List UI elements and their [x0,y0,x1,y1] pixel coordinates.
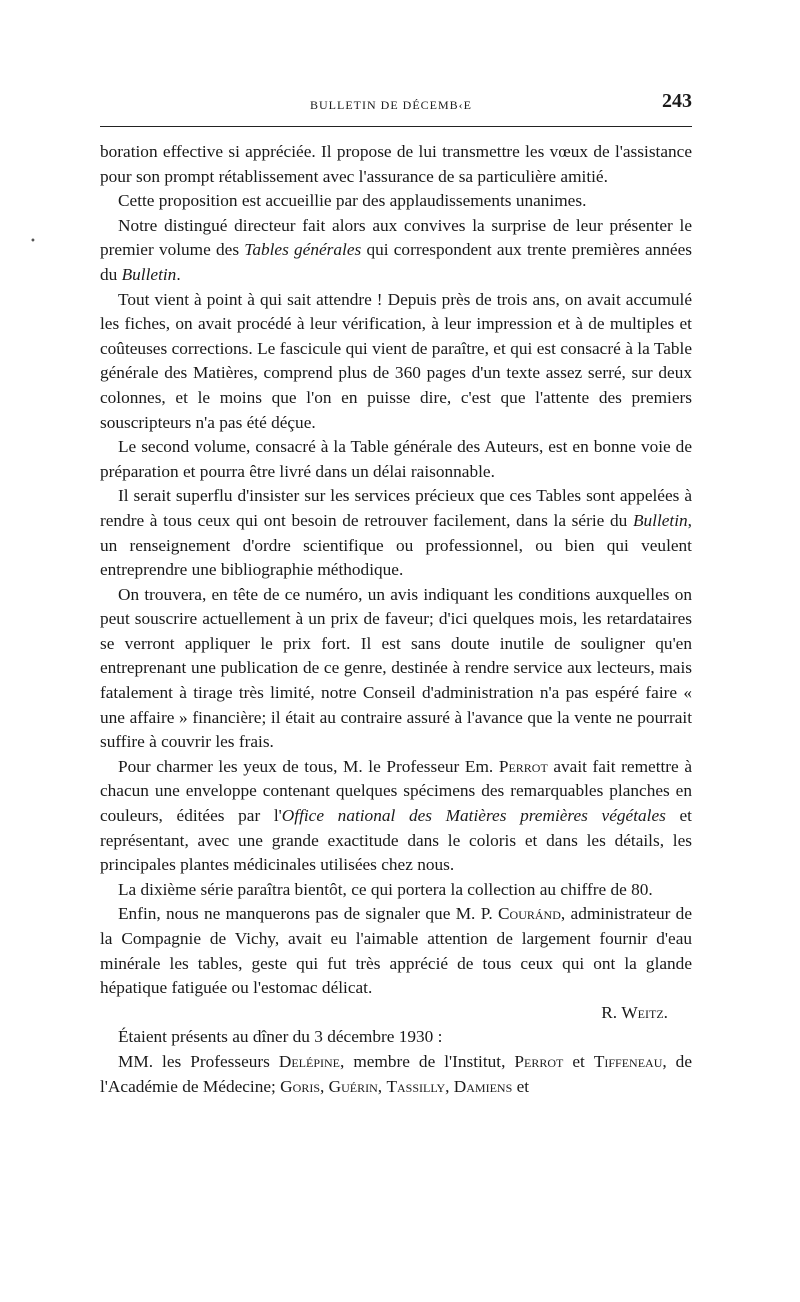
paragraph: On trouvera, en tête de ce numéro, un avis indiquant les conditions auxquelles on peut souscrire actuellement à un prix de faveur; d'ici quelques mois, les retardataires se verront appliquer le prix fort. Il est sans doute inutile de souligner qu'en entreprenant une publication de ce genre, destinée à rendre service aux lecteurs, mais fatalement à tirage très limité, notre Conseil d'administration n'a pas espéré faire « une affaire » financière; il était au contraire assuré à l'avance que la vente ne pourrait suffire à couvrir les frais. [100,584,692,752]
page-number: 243 [662,90,692,112]
margin-speck: • [30,236,36,247]
paragraph: La dixième série paraîtra bientôt, ce qui portera la collection au chiffre de 80. [118,879,653,899]
page-header [100,90,692,127]
paragraph: Pour charmer les yeux de tous, M. le Professeur Em. Perrot avait fait remettre à chacun une enveloppe contenant quelques spécimens des remarquables planches en couleurs, éditées par l'Office national des Matières premières végétales et représentant, avec une grande exactitude dans le coloris et dans les détails, les principales plantes médicinales utilisées chez nous. [100,756,692,875]
paragraph: Enfin, nous ne manquerons pas de signaler que M. P. Couránd, administrateur de la Compagnie de Vichy, avait eu l'aimable attention de largement fournir d'eau minérale les tables, geste qui fut très apprécié de tous ceux qui ont la glande hépatique fatiguée ou l'estomac délicat. [100,904,692,998]
paragraph: boration effective si appréciée. Il propose de lui transmettre les vœux de l'assistance pour son prompt rétablissement avec l'assurance de sa particulière amitié. [100,142,692,186]
paragraph: Le second volume, consacré à la Table générale des Auteurs, est en bonne voie de préparation et pourra être livré dans un délai raisonnable. [100,437,692,481]
paragraph: Tout vient à point à qui sait attendre ! Depuis près de trois ans, on avait accumulé les fiches, on avait procédé à leur vérification, à leur impression et à de multiples et coûteuses corrections. Le fascicule qui vient de paraître, et qui est consacré à la Table générale des Matières, comprend plus de 360 pages d'un texte assez serré, sur deux colonnes, et le moins que l'on en puisse dire, c'est que l'attente des premiers souscripteurs n'a pas été déçue. [100,289,692,432]
paragraph: Cette proposition est accueillie par des applaudissements unanimes. [118,191,587,211]
signature: R. Weitz. [601,1002,668,1022]
body-text [100,140,692,1099]
paragraph: Étaient présents au dîner du 3 décembre 1930 : [118,1027,443,1047]
paragraph: Il serait superflu d'insister sur les services précieux que ces Tables sont appelées à rendre à tous ceux qui ont besoin de retrouver facilement, dans la série du Bulletin, un renseignement d'ordre scientifique ou professionnel, ou bien qui veulent entreprendre une bibliographie méthodique. [100,486,692,580]
running-title: BULLETIN DE DÉCEMB‹E [310,98,472,112]
paragraph: MM. les Professeurs Delépine, membre de l'Institut, Perrot et Tiffeneau, de l'Académie de Médecine; Goris, Guérin, Tassilly, Damiens et [100,1051,692,1096]
paragraph: Notre distingué directeur fait alors aux convives la surprise de leur présenter le premier volume des Tables générales qui correspondent aux trente premières années du Bulletin. [100,215,692,284]
